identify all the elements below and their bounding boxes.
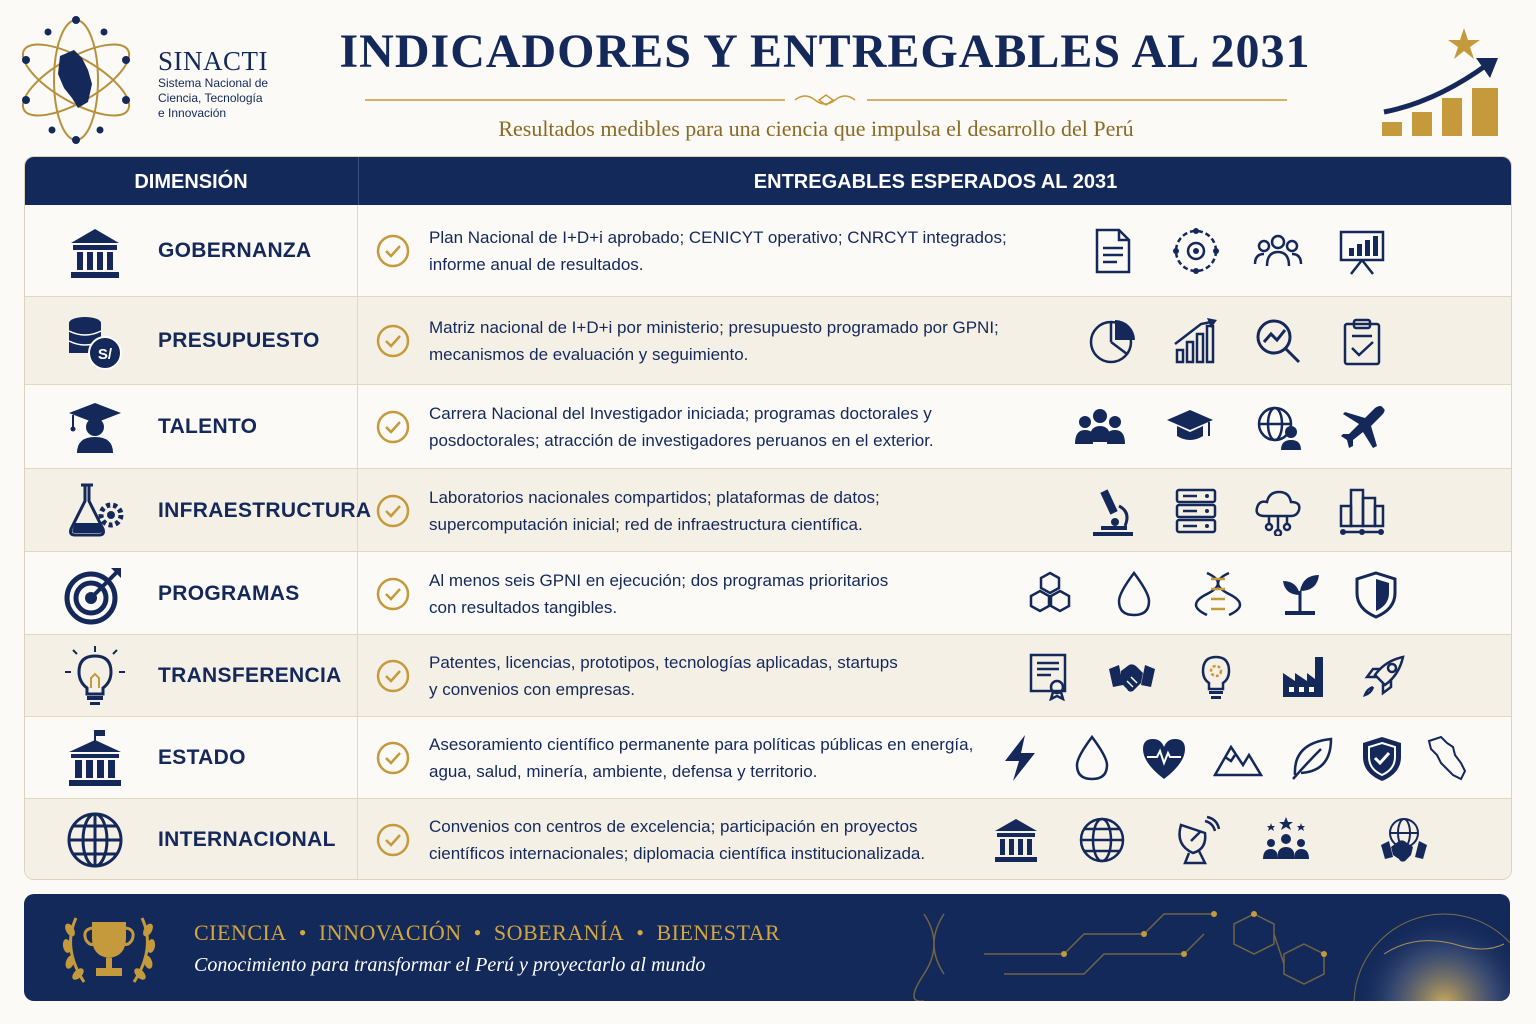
- dimension-name: INFRAESTRUCTURA: [158, 498, 372, 522]
- column-divider: [357, 552, 358, 635]
- water-drop-icon: [1067, 733, 1117, 783]
- org-line-1: Sistema Nacional de: [158, 76, 269, 90]
- column-divider: [357, 385, 358, 469]
- airplane-icon: [1337, 402, 1387, 452]
- globe-icon: [1077, 815, 1127, 865]
- mountains-icon: [1213, 733, 1263, 783]
- rocket-icon: [1359, 651, 1409, 701]
- peru-map-icon: [1421, 733, 1471, 783]
- dimension-name: PRESUPUESTO: [158, 329, 320, 352]
- institution-icon: [991, 815, 1041, 865]
- deliverables-text: [429, 731, 1029, 785]
- globe-person-icon: [1255, 402, 1305, 452]
- check-icon: [375, 576, 411, 612]
- shield-icon: [1351, 569, 1401, 619]
- dimension-name: INTERNACIONAL: [158, 827, 336, 851]
- science-network-decoration: [884, 894, 1510, 1001]
- table-row: [25, 296, 1511, 385]
- check-icon: [375, 822, 411, 858]
- factory-icon: [1279, 651, 1329, 701]
- page-subtitle: Resultados medibles para una ciencia que impulsa el desarrollo del Perú: [498, 116, 1134, 141]
- check-icon: [375, 740, 411, 776]
- leaf-icon: [1287, 733, 1337, 783]
- check-icon: [375, 233, 411, 269]
- deliverables-line-1: Patentes, licencias, prototipos, tecnologías aplicadas, startups: [429, 653, 898, 672]
- presentation-chart-icon: [1337, 226, 1387, 276]
- deliverables-line-2: y convenios con empresas.: [429, 680, 635, 699]
- deliverables-line-2: agua, salud, minería, ambiente, defensa y territorio.: [429, 762, 818, 781]
- table-row: [25, 551, 1511, 635]
- table-row: [25, 468, 1511, 552]
- check-icon: [375, 409, 411, 445]
- footer-banner: [24, 894, 1510, 1001]
- org-block: [158, 46, 308, 121]
- plant-icon: [1275, 569, 1325, 619]
- table-row: [25, 634, 1511, 717]
- dimension-name: TALENTO: [158, 415, 258, 438]
- value-soberania: SOBERANÍA: [493, 920, 625, 945]
- dna-icon: [1193, 569, 1243, 619]
- header-dimension: DIMENSIÓN: [134, 171, 248, 193]
- table-header: [25, 157, 1511, 205]
- government-building-icon: [63, 219, 127, 283]
- satellite-dish-icon: [1171, 815, 1221, 865]
- water-drop-icon: [1109, 569, 1159, 619]
- column-divider: [357, 717, 358, 799]
- org-acronym: SINACTI: [158, 46, 268, 76]
- deliverables-text: [429, 314, 1029, 368]
- deliverables-text: [429, 649, 1029, 703]
- slogan: Conocimiento para transformar el Perú y proyectarlo al mundo: [194, 954, 706, 976]
- certificate-icon: [1025, 651, 1075, 701]
- deliverables-text: [429, 813, 1029, 867]
- deliverables-line-1: Plan Nacional de I+D+i aprobado; CENICYT operativo; CNRCYT integrados;: [429, 227, 1007, 247]
- check-icon: [375, 323, 411, 359]
- state-building-icon: [63, 726, 127, 790]
- deliverables-line-1: Asesoramiento científico permanente para políticas públicas en energía,: [429, 735, 974, 754]
- deliverables-line-1: Laboratorios nacionales compartidos; plataformas de datos;: [429, 487, 880, 507]
- separator: •: [473, 920, 482, 945]
- deliverables-line-1: Convenios con centros de excelencia; participación en proyectos: [429, 816, 918, 836]
- value-ciencia: CIENCIA: [194, 920, 287, 945]
- separator: •: [636, 920, 645, 945]
- trophy-laurel-icon: [54, 908, 164, 990]
- star-team-icon: [1261, 815, 1311, 865]
- org-line-3: e Innovación: [158, 106, 227, 120]
- globe-icon: [63, 808, 127, 872]
- team-icon: [1253, 226, 1303, 276]
- column-divider: [357, 799, 358, 880]
- city-network-icon: [1337, 486, 1387, 536]
- shield-check-icon: [1357, 733, 1407, 783]
- target-icon: [63, 562, 127, 626]
- graduate-person-icon: [63, 395, 127, 459]
- column-divider: [357, 635, 358, 717]
- deliverables-text: [429, 484, 1029, 538]
- org-line-2: Ciencia, Tecnología: [158, 91, 263, 105]
- microscope-icon: [1087, 486, 1137, 536]
- deliverables-line-2: informe anual de resultados.: [429, 254, 644, 274]
- check-icon: [375, 493, 411, 529]
- cloud-network-icon: [1253, 486, 1303, 536]
- deliverables-line-2: supercomputación inicial; red de infraestructura científica.: [429, 514, 863, 534]
- deliverables-table: [24, 156, 1512, 880]
- dimension-name: PROGRAMAS: [158, 581, 300, 605]
- deliverables-text: [429, 567, 1029, 621]
- dimension-name: GOBERNANZA: [158, 238, 312, 262]
- separator: •: [298, 920, 307, 945]
- clipboard-check-icon: [1337, 316, 1387, 366]
- deliverables-line-2: posdoctorales; atracción de investigadores peruanos en el exterior.: [429, 431, 934, 450]
- table-row: [25, 205, 1511, 296]
- magnifier-trend-icon: [1253, 316, 1303, 366]
- deliverables-text: [429, 224, 1029, 278]
- table-row: [25, 798, 1511, 880]
- pie-chart-icon: [1087, 316, 1137, 366]
- flask-gear-icon: [63, 479, 127, 543]
- document-icon: [1087, 226, 1137, 276]
- dimension-name: TRANSFERENCIA: [158, 664, 342, 687]
- header-deliverables: ENTREGABLES ESPERADOS AL 2031: [358, 157, 1512, 205]
- deliverables-line-1: Matriz nacional de I+D+i por ministerio; presupuesto programado por GPNI;: [429, 318, 999, 337]
- svg-text:S/: S/: [97, 346, 113, 363]
- column-divider: [357, 205, 358, 296]
- deliverables-line-1: Al menos seis GPNI en ejecución; dos programas prioritarios: [429, 570, 889, 590]
- dimension-name: ESTADO: [158, 746, 246, 769]
- deliverables-line-2: científicos internacionales; diplomacia científica institucionalizada.: [429, 843, 926, 863]
- coins-soles-icon: [63, 309, 127, 373]
- lightbulb-icon: [63, 644, 127, 708]
- group-icon: [1075, 402, 1125, 452]
- value-bienestar: BIENESTAR: [656, 920, 781, 945]
- deliverables-line-2: mecanismos de evaluación y seguimiento.: [429, 345, 749, 364]
- handshake-icon: [1107, 651, 1157, 701]
- lightning-icon: [995, 733, 1045, 783]
- page-title: INDICADORES Y ENTREGABLES AL 2031: [339, 25, 1311, 78]
- lightbulb-gear-icon: [1191, 651, 1241, 701]
- table-row: [25, 716, 1511, 799]
- bar-growth-icon: [1171, 316, 1221, 366]
- global-handshake-icon: [1379, 815, 1429, 865]
- table-row: [25, 384, 1511, 469]
- check-icon: [375, 658, 411, 694]
- deliverables-line-1: Carrera Nacional del Investigador iniciada; programas doctorales y: [429, 404, 932, 423]
- deliverables-line-2: con resultados tangibles.: [429, 597, 618, 617]
- hexagons-icon: [1025, 569, 1075, 619]
- value-innovacion: INNOVACIÓN: [318, 920, 462, 945]
- graduation-cap-icon: [1165, 402, 1215, 452]
- core-values: [194, 920, 780, 946]
- network-gear-icon: [1171, 226, 1221, 276]
- column-divider: [357, 297, 358, 385]
- server-icon: [1171, 486, 1221, 536]
- ornament-divider: [365, 92, 1287, 108]
- growth-chart-icon: [1376, 22, 1506, 140]
- deliverables-text: [429, 400, 1029, 454]
- sinacti-logo: [12, 12, 140, 144]
- heart-pulse-icon: [1139, 733, 1189, 783]
